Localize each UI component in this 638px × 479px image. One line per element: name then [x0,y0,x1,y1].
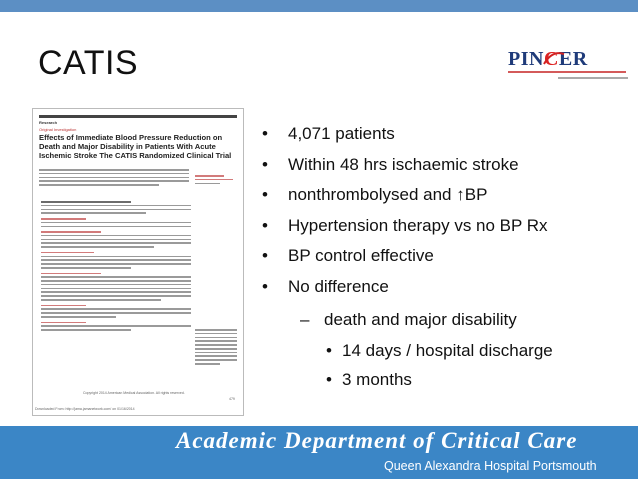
article-headline: Effects of Immediate Blood Pressure Reduction on Death and Major Disability in Patients With Acute Ischemic Stroke The CATIS Randomized Clinical Trial [39,133,232,160]
bullet-dot-icon: • [262,277,268,296]
article-page-number: 479 [229,397,235,401]
bullet-dot-icon: • [262,185,268,204]
article-author-affiliations [195,329,237,367]
bullet-dot-icon: • [262,216,268,235]
bullet-dot-icon: • [326,370,332,389]
logo-swoosh-icon [542,50,566,68]
bullet-dot-icon: • [326,341,332,360]
logo-tagline-secondary [508,76,630,79]
article-top-bar [39,115,237,118]
header-rule [0,0,638,12]
bullet-dot-icon: • [262,246,268,265]
logo-tagline [508,70,630,73]
footer-title: Academic Department of Critical Care [176,428,578,453]
article-copyright: Copyright 2014 American Medical Association. All rights reserved. [83,391,185,395]
bullet-dot-icon: • [262,155,268,174]
bullet-dot-icon: • [262,124,268,143]
article-section: Original Investigation [39,127,77,132]
article-sidebar-links [195,175,237,186]
footer-subtitle: Queen Alexandra Hospital Portsmouth [384,459,597,473]
article-authors-block [39,169,189,188]
article-thumbnail [32,108,244,416]
article-abstract-block [41,201,191,333]
article-download-note: Downloaded From: http://jama.jamanetwork.com/ on 01/16/2014 [35,407,135,411]
logo-wordmark: PINCER [508,48,588,70]
slide-title: CATIS [38,44,139,82]
article-label: Research [39,120,58,125]
pincer-logo [506,48,630,84]
